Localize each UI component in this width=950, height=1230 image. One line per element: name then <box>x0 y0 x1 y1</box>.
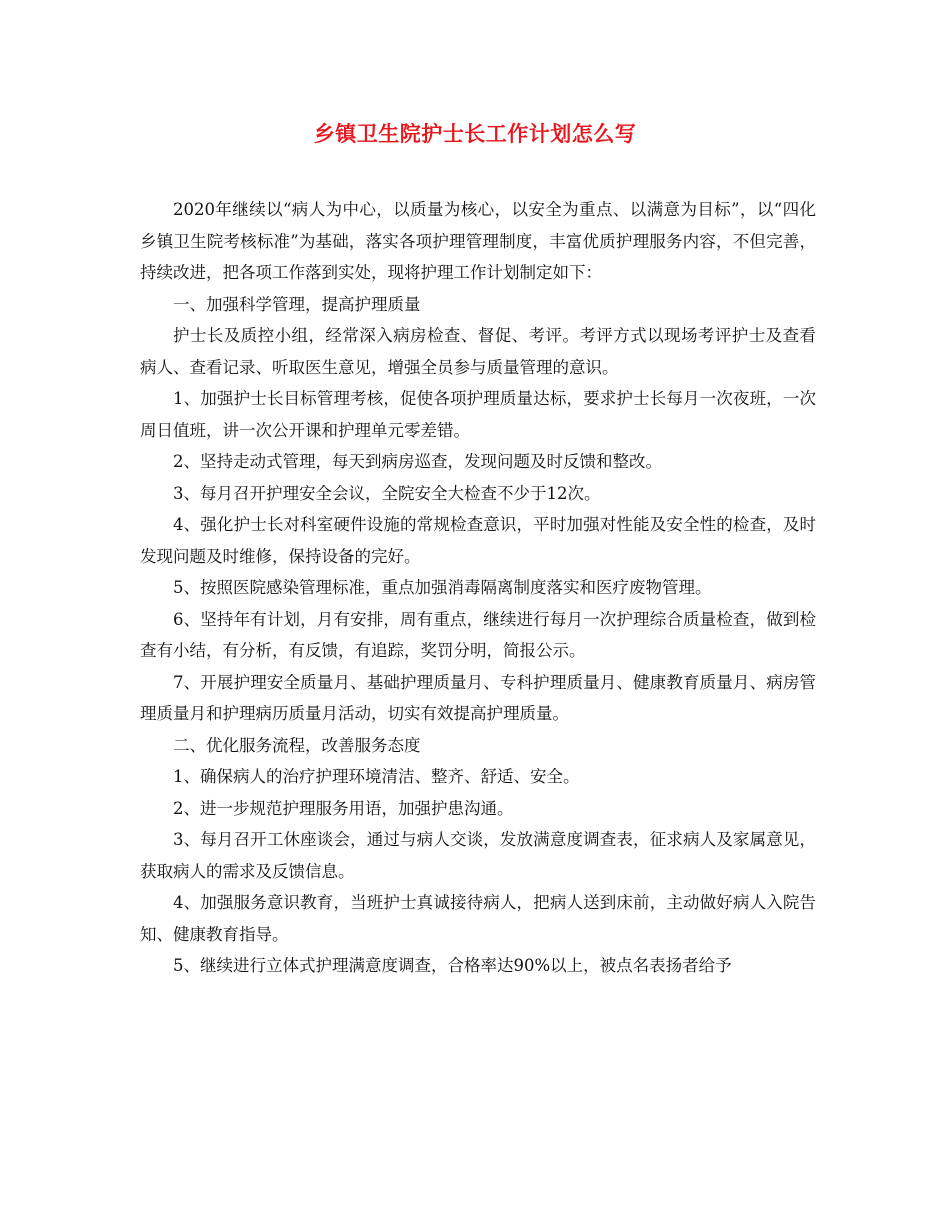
list-item: 3、每月召开工休座谈会，通过与病人交谈，发放满意度调查表，征求病人及家属意见，获取病人的需求及反馈信息。 <box>140 830 816 881</box>
section-heading-2: 二、优化服务流程，改善服务态度 <box>173 735 421 755</box>
list-item: 5、按照医院感染管理标准，重点加强消毒隔离制度落实和医疗废物管理。 <box>173 578 712 597</box>
list-item: 4、强化护士长对科室硬件设施的常规检查意识，平时加强对性能及安全性的检查，及时发现问题及时维修，保持设备的完好。 <box>140 515 816 566</box>
list-item: 5、继续进行立体式护理满意度调查，合格率达90%以上，被点名表扬者给予 <box>173 956 732 975</box>
list-item: 4、加强服务意识教育，当班护士真诚接待病人，把病人送到床前，主动做好病人入院告知、健康教育指导。 <box>140 893 816 944</box>
list-item: 2、坚持走动式管理，每天到病房巡查，发现问题及时反馈和整改。 <box>173 452 662 471</box>
list-item: 3、每月召开护理安全会议，全院安全大检查不少于12次。 <box>173 483 601 503</box>
document-body <box>140 194 816 982</box>
list-item: 1、加强护士长目标管理考核，促使各项护理质量达标，要求护士长每月一次夜班，一次周日值班，讲一次公开课和护理单元零差错。 <box>140 389 816 440</box>
list-item: 2、进一步规范护理服务用语，加强护患沟通。 <box>173 798 514 818</box>
list-item: 7、开展护理安全质量月、基础护理质量月、专科护理质量月、健康教育质量月、病房管理质量月和护理病历质量月活动，切实有效提高护理质量。 <box>140 672 816 723</box>
section-heading-1: 一、加强科学管理，提高护理质量 <box>173 294 421 314</box>
list-item: 1、确保病人的治疗护理环境清洁、整齐、舒适、安全。 <box>173 767 580 786</box>
document-title: 乡镇卫生院护士长工作计划怎么写 <box>313 121 637 146</box>
paragraph-intro: 2020年继续以“病人为中心，以质量为核心，以安全为重点、以满意为目标”，以“四化乡镇卫生院考核标准”为基础，落实各项护理管理制度，丰富优质护理服务内容，不但完善，持续改进，把各项工作落到实处，现将护理工作计划制定如下： <box>140 200 816 282</box>
list-item: 6、坚持年有计划，月有安排，周有重点，继续进行每月一次护理综合质量检查，做到检查有小结，有分析，有反馈，有追踪，奖罚分明，简报公示。 <box>140 609 816 660</box>
paragraph: 护士长及质控小组，经常深入病房检查、督促、考评。考评方式以现场考评护士及查看病人、查看记录、听取医生意见，增强全员参与质量管理的意识。 <box>140 326 816 377</box>
